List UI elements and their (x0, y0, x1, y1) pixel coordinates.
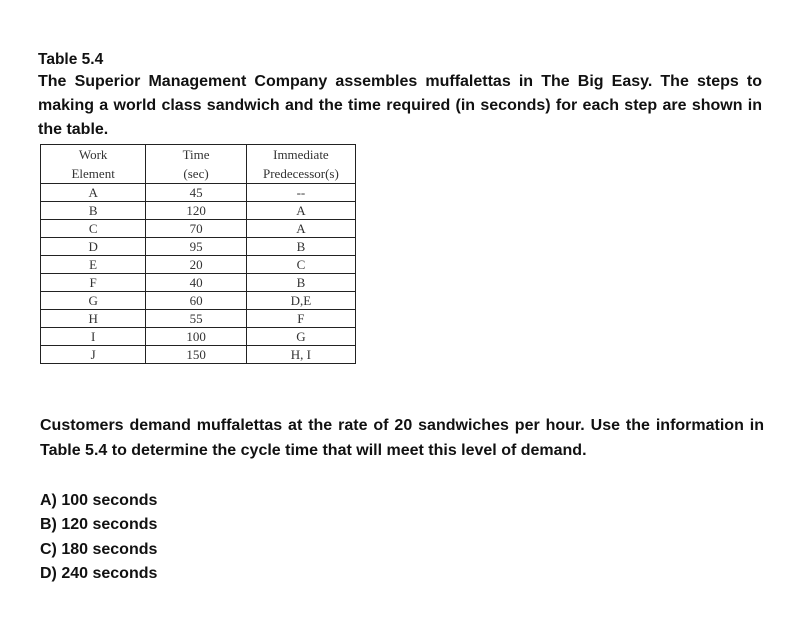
cell-time: 100 (146, 328, 247, 346)
table-row (41, 256, 356, 274)
table-row (41, 346, 356, 364)
header-sec: (sec) (146, 164, 247, 184)
table-row (41, 238, 356, 256)
cell-time: 120 (146, 202, 247, 220)
cell-predecessors: B (246, 274, 355, 292)
header-element: Element (41, 164, 146, 184)
cell-time: 20 (146, 256, 247, 274)
cell-predecessors: -- (246, 184, 355, 202)
header-work: Work (41, 145, 146, 165)
cell-time: 40 (146, 274, 247, 292)
cell-element: G (41, 292, 146, 310)
intro-paragraph: The Superior Management Company assembles muffalettas in The Big Easy. The steps to making a world class sandwich and the time required (in seconds) for each step are shown in the table. (38, 73, 762, 138)
table-row (41, 310, 356, 328)
cell-predecessors: F (246, 310, 355, 328)
table-row (41, 274, 356, 292)
cell-predecessors: B (246, 238, 355, 256)
work-elements-table (40, 144, 356, 364)
cell-predecessors: A (246, 202, 355, 220)
table-header-row (41, 164, 356, 184)
option-d[interactable]: D) 240 seconds (40, 564, 158, 582)
cell-element: E (41, 256, 146, 274)
cell-predecessors: G (246, 328, 355, 346)
cell-predecessors: A (246, 220, 355, 238)
header-predecessors: Predecessor(s) (246, 164, 355, 184)
cell-element: J (41, 346, 146, 364)
cell-time: 55 (146, 310, 247, 328)
table-header-row (41, 145, 356, 165)
header-time: Time (146, 145, 247, 165)
cell-element: D (41, 238, 146, 256)
table-row (41, 220, 356, 238)
cell-predecessors: D,E (246, 292, 355, 310)
cell-time: 45 (146, 184, 247, 202)
cell-element: C (41, 220, 146, 238)
cell-time: 60 (146, 292, 247, 310)
answer-options (40, 489, 157, 586)
table-row (41, 202, 356, 220)
cell-predecessors: C (246, 256, 355, 274)
cell-time: 150 (146, 346, 247, 364)
cell-time: 70 (146, 220, 247, 238)
table-title: Table 5.4 (38, 51, 104, 68)
cell-element: I (41, 328, 146, 346)
cell-element: A (41, 184, 146, 202)
table-row (41, 184, 356, 202)
table-row (41, 328, 356, 346)
cell-element: H (41, 310, 146, 328)
header-immediate: Immediate (246, 145, 355, 165)
table-row (41, 292, 356, 310)
cell-element: F (41, 274, 146, 292)
option-b[interactable]: B) 120 seconds (40, 516, 158, 534)
option-a[interactable]: A) 100 seconds (40, 492, 158, 509)
cell-predecessors: H, I (246, 346, 355, 364)
cell-element: B (41, 202, 146, 220)
cell-time: 95 (146, 238, 247, 256)
option-c[interactable]: C) 180 seconds (40, 540, 158, 558)
question-text: Customers demand muffalettas at the rate of 20 sandwiches per hour. Use the information in Table 5.4 to determine the cycle time that will meet this level of demand. (40, 417, 764, 459)
